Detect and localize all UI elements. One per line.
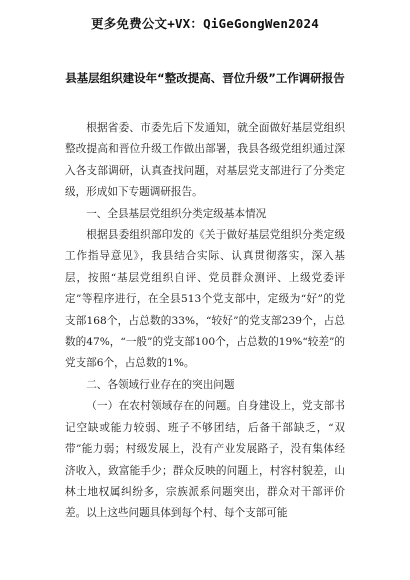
document-body: [65, 118, 345, 525]
intro-paragraph: 根据省委、市委先后下发通知，就全面做好基层党组织整改提高和晋位升级工作做出部署，我县各级党组织通过深入各支部调研，认真查找问题，对基层党支部进行了分类定级，形成如下专题调研报告。: [65, 122, 345, 199]
section-heading-1: 一、全县基层党组织分类定级基本情况: [86, 207, 267, 220]
document-title: 县基层组织建设年“整改提高、晋位升级”工作调研报告: [65, 71, 345, 85]
section-heading-2: 二、各领域行业存在的突出问题: [86, 378, 235, 391]
body-paragraph-classification: 根据县委组织部印发的《关于做好基层党组织分类定级工作指导意见》，我县结合实际、认真贯彻落实，深入基层，按照“基层党组织自评、党员群众测评、上级党委评定”等程序进行，在全县513个党支部中，定级为“好”的党支部168个，占总数的33%，“较好”的党支部239个，占总数的47%，“一般”的党支部100个，占总数的19%“较差”的党支部6个，占总数的1%。: [65, 229, 345, 370]
body-paragraph-rural-issues: （一）在农村领域存在的问题。自身建设上，党支部书记空缺或能力较弱、班子不够团结，后备干部缺乏，“双带”能力弱；村级发展上，没有产业发展路子，没有集体经济收入，致富能手少；群众反映的问题上，村容村貌差，山林土地权属纠纷多，宗族派系问题突出，群众对干部评价差。以上这些问题具体到每个村、每个支部可能: [65, 400, 345, 520]
promo-header: 更多免费公文+VX：QiGeGongWen2024: [91, 16, 319, 31]
